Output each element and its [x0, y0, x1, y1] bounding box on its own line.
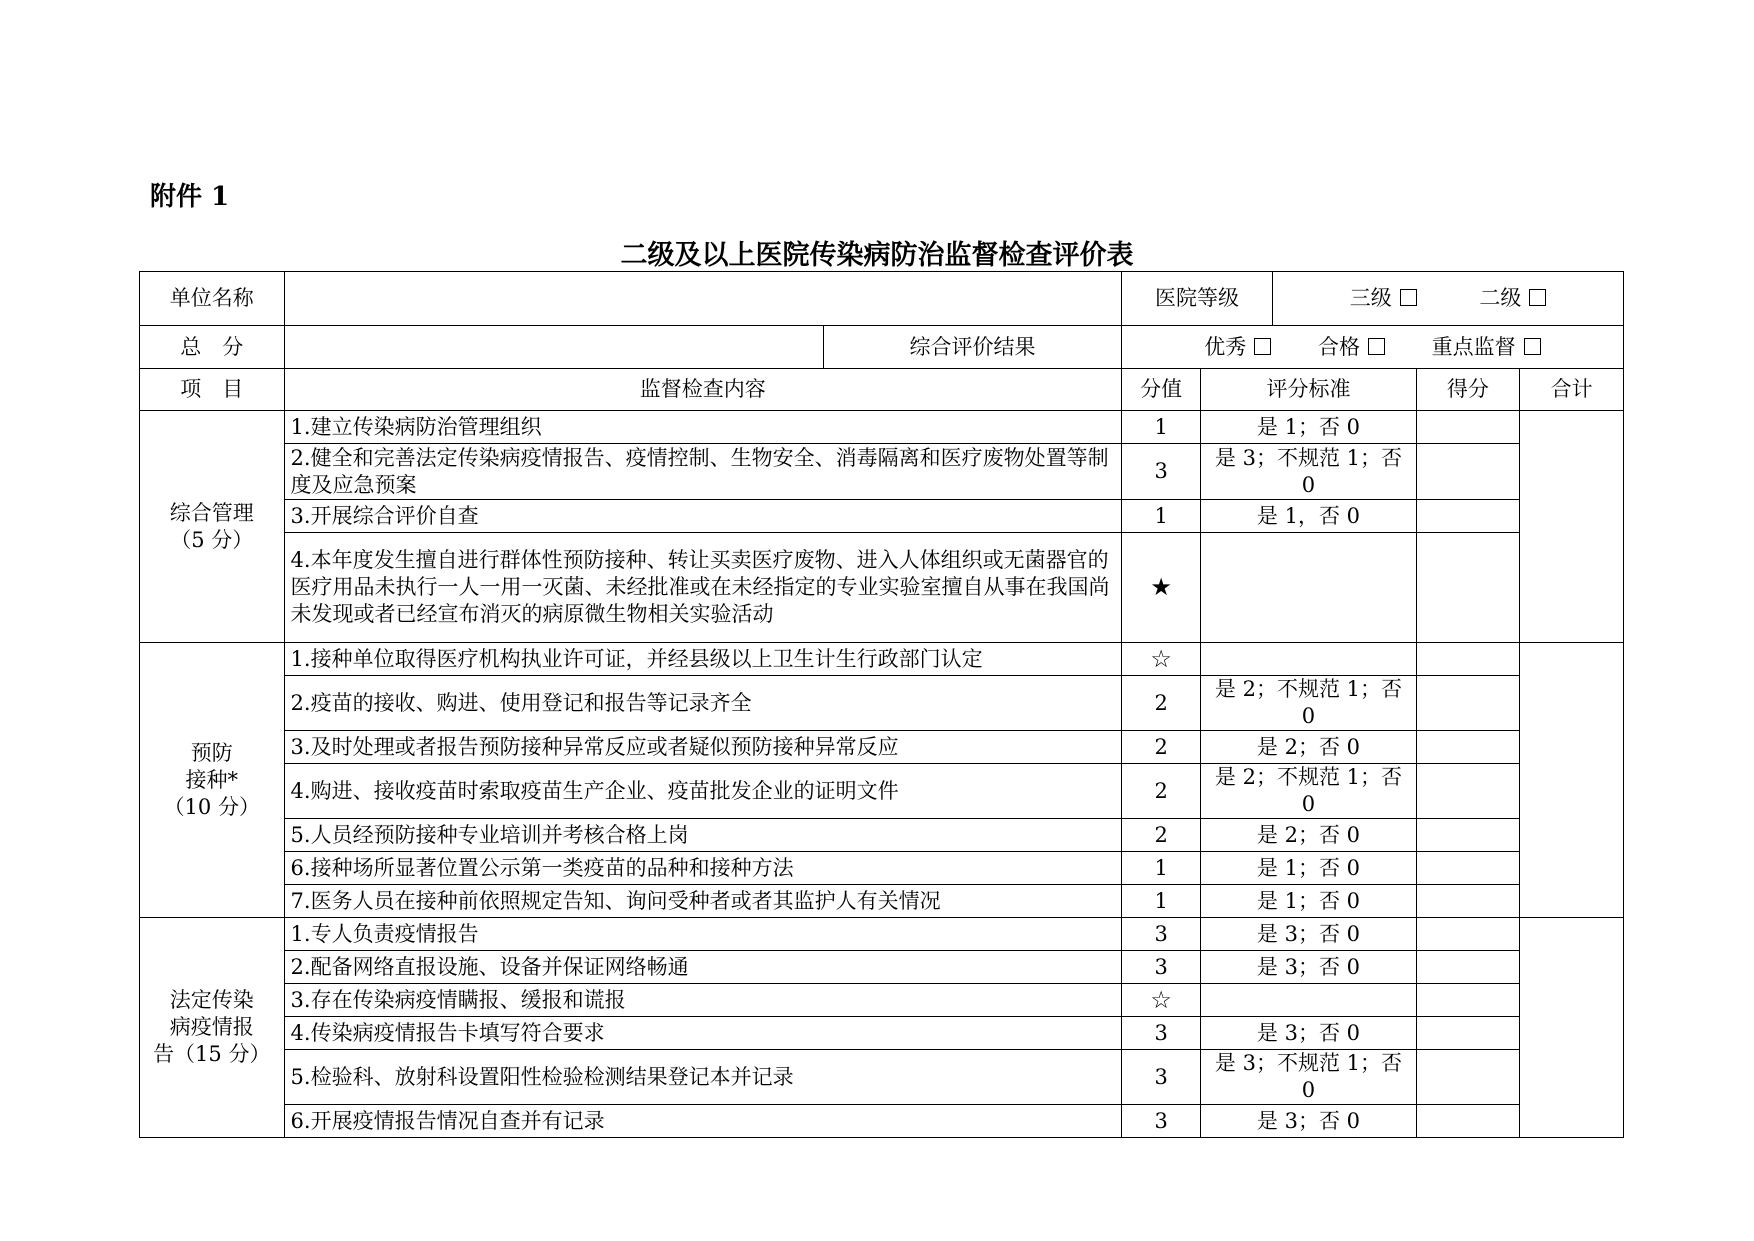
total-score-field[interactable]	[284, 326, 824, 369]
unit-name-label: 单位名称	[140, 272, 285, 326]
category-line: 接种*	[185, 767, 239, 792]
score-input-cell[interactable]	[1416, 819, 1520, 852]
points-cell: 1	[1121, 411, 1200, 444]
score-input-cell[interactable]	[1416, 764, 1520, 819]
category-cell	[140, 918, 285, 1138]
eval-option-key-supervision[interactable]	[1432, 334, 1541, 361]
column-header-total: 合计	[1520, 369, 1624, 411]
evaluation-table	[139, 271, 1624, 1138]
check-content-cell: 6.接种场所显著位置公示第一类疫苗的品种和接种方法	[284, 852, 1121, 885]
table-row	[140, 951, 1624, 984]
table-row	[140, 411, 1624, 444]
points-cell: 1	[1121, 500, 1200, 533]
section-total-cell[interactable]	[1520, 643, 1624, 918]
eval-result-options	[1121, 326, 1623, 369]
category-line: 综合管理	[169, 500, 254, 525]
points-cell: 3	[1121, 444, 1200, 500]
eval-option-label: 合格	[1317, 334, 1360, 359]
table-row	[140, 918, 1624, 951]
criteria-cell: 是 1；否 0	[1201, 885, 1416, 918]
points-cell: 2	[1121, 764, 1200, 819]
eval-option-pass[interactable]	[1318, 334, 1385, 361]
category-line: 法定传染	[169, 988, 254, 1012]
criteria-cell: 是 2；否 0	[1201, 819, 1416, 852]
eval-option-excellent[interactable]	[1204, 334, 1271, 361]
score-input-cell[interactable]	[1416, 1017, 1520, 1050]
grade-option-label: 二级	[1479, 286, 1522, 310]
criteria-cell: 是 1，否 0	[1201, 500, 1416, 533]
check-content-cell: 6.开展疫情报告情况自查并有记录	[284, 1105, 1121, 1138]
points-cell: 1	[1121, 885, 1200, 918]
column-header-criteria: 评分标准	[1201, 369, 1416, 411]
table-row	[140, 731, 1624, 764]
points-cell: 2	[1121, 819, 1200, 852]
section-total-cell[interactable]	[1520, 411, 1624, 643]
category-line: 告（15 分）	[153, 1042, 271, 1066]
table-row	[140, 500, 1624, 533]
criteria-cell: 是 3；否 0	[1201, 1105, 1416, 1138]
points-cell: 3	[1121, 1017, 1200, 1050]
checkbox-icon[interactable]	[1368, 338, 1385, 355]
eval-result-label: 综合评价结果	[824, 326, 1122, 369]
check-content-cell: 5.人员经预防接种专业培训并考核合格上岗	[284, 819, 1121, 852]
column-header-item: 项 目	[140, 369, 285, 411]
table-row	[140, 984, 1624, 1017]
score-input-cell[interactable]	[1416, 731, 1520, 764]
category-line: （5 分）	[170, 527, 254, 552]
score-input-cell[interactable]	[1416, 533, 1520, 643]
check-content-cell: 4.传染病疫情报告卡填写符合要求	[284, 1017, 1121, 1050]
checkbox-icon[interactable]	[1254, 338, 1271, 355]
column-header-points: 分值	[1121, 369, 1200, 411]
score-input-cell[interactable]	[1416, 444, 1520, 500]
check-content-cell: 4.购进、接收疫苗时索取疫苗生产企业、疫苗批发企业的证明文件	[284, 764, 1121, 819]
criteria-cell: 是 3；否 0	[1201, 1017, 1416, 1050]
category-line: 病疫情报	[169, 1015, 254, 1039]
table-row	[140, 852, 1624, 885]
checkbox-icon[interactable]	[1524, 338, 1541, 355]
score-input-cell[interactable]	[1416, 676, 1520, 731]
criteria-cell: 是 1；否 0	[1201, 852, 1416, 885]
check-content-cell: 1.建立传染病防治管理组织	[284, 411, 1121, 444]
category-line: 预防	[190, 740, 233, 765]
check-content-cell: 1.专人负责疫情报告	[284, 918, 1121, 951]
category-cell	[140, 411, 285, 643]
criteria-cell: 是 2；否 0	[1201, 731, 1416, 764]
checkbox-icon[interactable]	[1529, 289, 1546, 306]
total-score-label: 总 分	[140, 326, 285, 369]
score-input-cell[interactable]	[1416, 885, 1520, 918]
grade-option-level3[interactable]	[1350, 285, 1417, 312]
form-title: 二级及以上医院传染病防治监督检查评价表	[620, 240, 1134, 271]
check-content-cell: 7.医务人员在接种前依照规定告知、询问受种者或者其监护人有关情况	[284, 885, 1121, 918]
score-input-cell[interactable]	[1416, 951, 1520, 984]
check-content-cell: 1.接种单位取得医疗机构执业许可证，并经县级以上卫生计生行政部门认定	[284, 643, 1121, 676]
hospital-grade-label: 医院等级	[1121, 272, 1272, 326]
criteria-cell: 是 3；不规范 1；否 0	[1201, 1050, 1416, 1105]
table-row	[140, 885, 1624, 918]
points-cell: 2	[1121, 731, 1200, 764]
column-header-score: 得分	[1416, 369, 1520, 411]
black-star-icon: ★	[1121, 533, 1200, 643]
criteria-cell	[1201, 533, 1416, 643]
table-row	[140, 1105, 1624, 1138]
category-cell	[140, 643, 285, 918]
criteria-cell: 是 2；不规范 1；否 0	[1201, 764, 1416, 819]
table-row	[140, 444, 1624, 500]
check-content-cell: 3.存在传染病疫情瞒报、缓报和谎报	[284, 984, 1121, 1017]
points-cell: 3	[1121, 1105, 1200, 1138]
criteria-cell: 是 3；不规范 1；否 0	[1201, 444, 1416, 500]
score-input-cell[interactable]	[1416, 1105, 1520, 1138]
points-cell: 2	[1121, 676, 1200, 731]
table-row	[140, 819, 1624, 852]
grade-option-level2[interactable]	[1479, 285, 1546, 312]
score-input-cell[interactable]	[1416, 500, 1520, 533]
points-cell: 1	[1121, 852, 1200, 885]
attachment-label: 附件 1	[150, 182, 230, 212]
points-cell: 3	[1121, 951, 1200, 984]
table-row	[140, 676, 1624, 731]
points-cell: 3	[1121, 1050, 1200, 1105]
white-star-icon: ☆	[1121, 984, 1200, 1017]
unit-name-field[interactable]	[284, 272, 1121, 326]
checkbox-icon[interactable]	[1400, 289, 1417, 306]
check-content-cell: 3.及时处理或者报告预防接种异常反应或者疑似预防接种异常反应	[284, 731, 1121, 764]
check-content-cell: 2.疫苗的接收、购进、使用登记和报告等记录齐全	[284, 676, 1121, 731]
check-content-cell: 3.开展综合评价自查	[284, 500, 1121, 533]
criteria-cell: 是 3；否 0	[1201, 918, 1416, 951]
table-row	[140, 533, 1624, 643]
hospital-grade-options	[1273, 272, 1624, 326]
check-content-cell: 2.健全和完善法定传染病疫情报告、疫情控制、生物安全、消毒隔离和医疗废物处置等制度及应急预案	[284, 444, 1121, 500]
section-total-cell[interactable]	[1520, 918, 1624, 1138]
score-input-cell[interactable]	[1416, 984, 1520, 1017]
eval-option-label: 重点监督	[1431, 334, 1516, 359]
category-line: （10 分）	[163, 794, 260, 819]
score-input-cell[interactable]	[1416, 918, 1520, 951]
criteria-cell: 是 2；不规范 1；否 0	[1201, 676, 1416, 731]
criteria-cell	[1201, 984, 1416, 1017]
white-star-icon: ☆	[1121, 643, 1200, 676]
score-input-cell[interactable]	[1416, 411, 1520, 444]
score-input-cell[interactable]	[1416, 852, 1520, 885]
criteria-cell	[1201, 643, 1416, 676]
column-header-content: 监督检查内容	[284, 369, 1121, 411]
table-row	[140, 643, 1624, 676]
check-content-cell: 4.本年度发生擅自进行群体性预防接种、转让买卖医疗废物、进入人体组织或无菌器官的医疗用品未执行一人一用一灭菌、未经批准或在未经指定的专业实验室擅自从事在我国尚未发现或者已经宣布消灭的病原微生物相关实验活动	[284, 533, 1121, 643]
table-row	[140, 1017, 1624, 1050]
check-content-cell: 5.检验科、放射科设置阳性检验检测结果登记本并记录	[284, 1050, 1121, 1105]
score-input-cell[interactable]	[1416, 643, 1520, 676]
criteria-cell: 是 3；否 0	[1201, 951, 1416, 984]
check-content-cell: 2.配备网络直报设施、设备并保证网络畅通	[284, 951, 1121, 984]
criteria-cell: 是 1；否 0	[1201, 411, 1416, 444]
score-input-cell[interactable]	[1416, 1050, 1520, 1105]
table-row	[140, 1050, 1624, 1105]
points-cell: 3	[1121, 918, 1200, 951]
grade-option-label: 三级	[1349, 286, 1392, 310]
table-row	[140, 764, 1624, 819]
eval-option-label: 优秀	[1204, 334, 1247, 359]
